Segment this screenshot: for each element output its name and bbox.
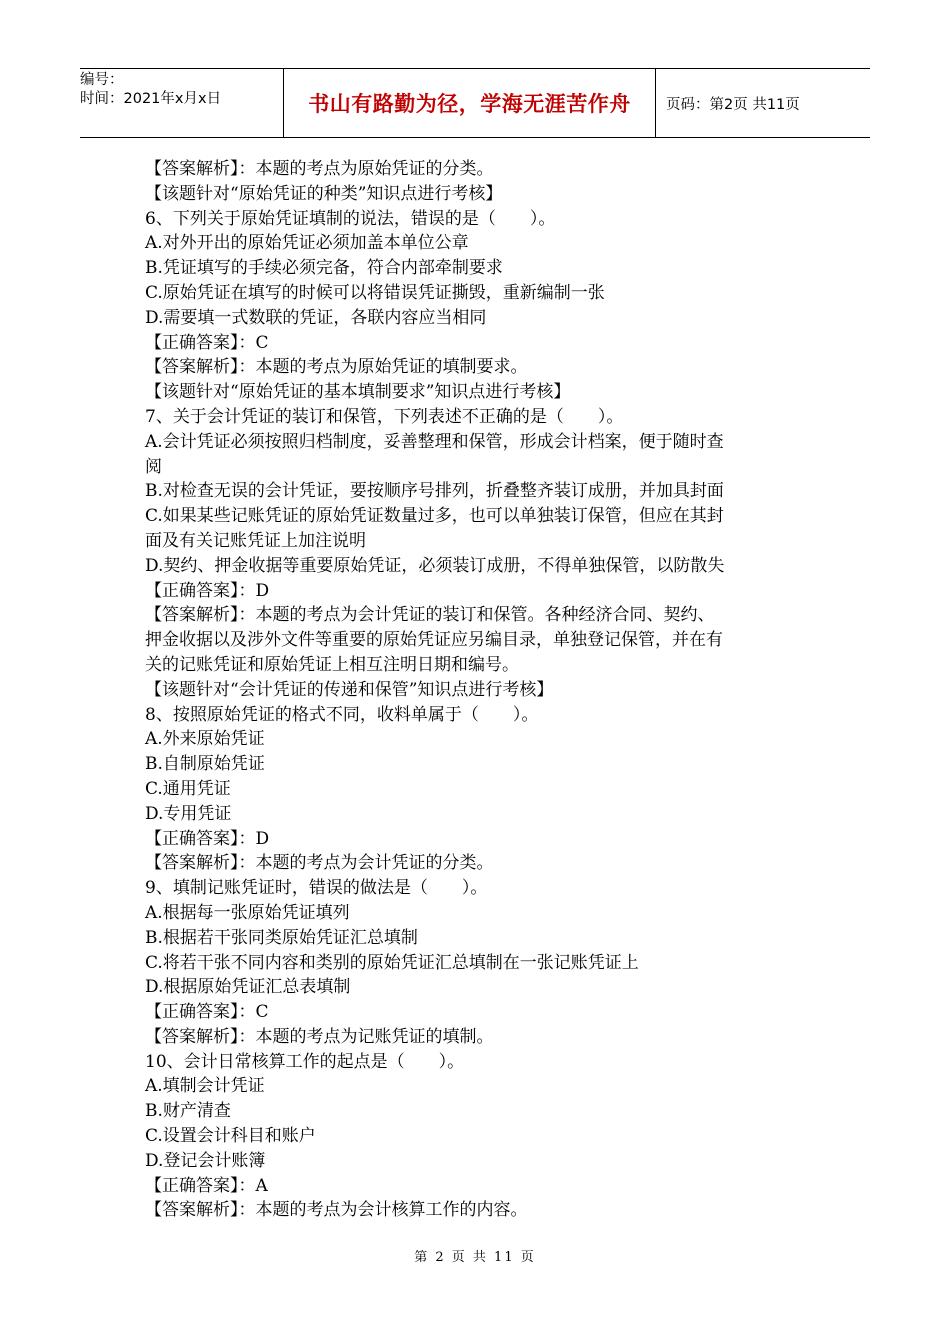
header-meta: [80, 69, 283, 137]
header-page-info: 页码：第2页 共11页: [666, 96, 800, 113]
document-body: [145, 157, 815, 1223]
answer-explanation: 【答案解析】：本题的考点为原始凭证的填制要求。: [145, 357, 528, 378]
page-footer: 第 2 页 共 11 页: [414, 1250, 536, 1265]
option-c: C.原始凭证在填写的时候可以将错误凭证撕毁，重新编制一张: [145, 282, 605, 303]
option-d: D.专用凭证: [145, 803, 232, 824]
question-9: 9、填制记账凭证时，错误的做法是（ ）。: [145, 878, 488, 899]
option-c: C.将若干张不同内容和类别的原始凭证汇总填制在一张记账凭证上: [145, 952, 639, 973]
correct-answer: 【正确答案】：C: [145, 332, 269, 353]
knowledge-point: 【该题针对“原始凭证的基本填制要求”知识点进行考核】: [145, 382, 571, 403]
option-d: D.登记会计账簿: [145, 1150, 266, 1171]
correct-answer: 【正确答案】：A: [145, 1175, 268, 1196]
knowledge-point: 【该题针对“会计凭证的传递和保管”知识点进行考核】: [145, 679, 554, 700]
option-d: D.需要填一式数联的凭证，各联内容应当相同: [145, 307, 487, 328]
correct-answer: 【正确答案】：D: [145, 828, 270, 849]
option-a: A.填制会计凭证: [145, 1076, 265, 1097]
document-number-label: 编号：: [80, 72, 124, 88]
option-a: A.根据每一张原始凭证填列: [145, 902, 350, 923]
option-c: C.通用凭证: [145, 778, 231, 799]
answer-explanation: 【答案解析】：本题的考点为会计凭证的分类。: [145, 853, 494, 874]
option-b: B.根据若干张同类原始凭证汇总填制: [145, 927, 418, 948]
option-b: B.自制原始凭证: [145, 754, 265, 775]
correct-answer: 【正确答案】：D: [145, 580, 270, 601]
header-motto: 书山有路勤为径，学海无涯苦作舟: [283, 69, 656, 137]
question-10: 10、会计日常核算工作的起点是（ ）。: [145, 1051, 465, 1072]
answer-explanation: 【答案解析】：本题的考点为会计凭证的装订和保管。各种经济合同、契约、: [145, 605, 715, 626]
correct-answer: 【正确答案】：C: [145, 1002, 269, 1023]
answer-explanation-continued: 关的记账凭证和原始凭证上相互注明日期和编号。: [145, 654, 519, 675]
option-b: B.对检查无误的会计凭证，要按顺序号排列，折叠整齐装订成册，并加具封面: [145, 481, 724, 502]
answer-explanation: 【答案解析】：本题的考点为会计核算工作的内容。: [145, 1200, 528, 1221]
text-line: 【该题针对“原始凭证的种类”知识点进行考核】: [145, 183, 503, 204]
option-b: B.财产清查: [145, 1101, 231, 1122]
option-c: C.如果某些记账凭证的原始凭证数量过多，也可以单独装订保管，但应在其封: [145, 506, 724, 527]
option-a: A.会计凭证必须按照归档制度，妥善整理和保管，形成会计档案，便于随时查: [145, 431, 724, 452]
page-header: [80, 68, 870, 138]
option-a: A.对外开出的原始凭证必须加盖本单位公章: [145, 233, 469, 254]
question-6: 6、下列关于原始凭证填制的说法，错误的是（ ）。: [145, 208, 556, 229]
question-7: 7、关于会计凭证的装订和保管，下列表述不正确的是（ ）。: [145, 406, 624, 427]
answer-explanation-continued: 押金收据以及涉外文件等重要的原始凭证应另编目录，单独登记保管，并在有: [145, 630, 723, 651]
option-d: D.契约、押金收据等重要原始凭证，必须装订成册，不得单独保管，以防散失: [145, 555, 725, 576]
option-d: D.根据原始凭证汇总表填制: [145, 977, 351, 998]
text-line: 【答案解析】：本题的考点为原始凭证的分类。: [145, 159, 494, 179]
option-c: C.设置会计科目和账户: [145, 1126, 316, 1147]
option-b: B.凭证填写的手续必须完备，符合内部牵制要求: [145, 258, 503, 279]
option-a: A.外来原始凭证: [145, 729, 265, 750]
document-time-label: 时间：2021年x月x日: [80, 91, 222, 107]
option-c-continued: 面及有关记账凭证上加注说明: [145, 530, 366, 551]
question-8: 8、按照原始凭证的格式不同，收料单属于（ ）。: [145, 704, 539, 725]
option-a-continued: 阅: [145, 456, 162, 477]
answer-explanation: 【答案解析】：本题的考点为记账凭证的填制。: [145, 1026, 494, 1047]
